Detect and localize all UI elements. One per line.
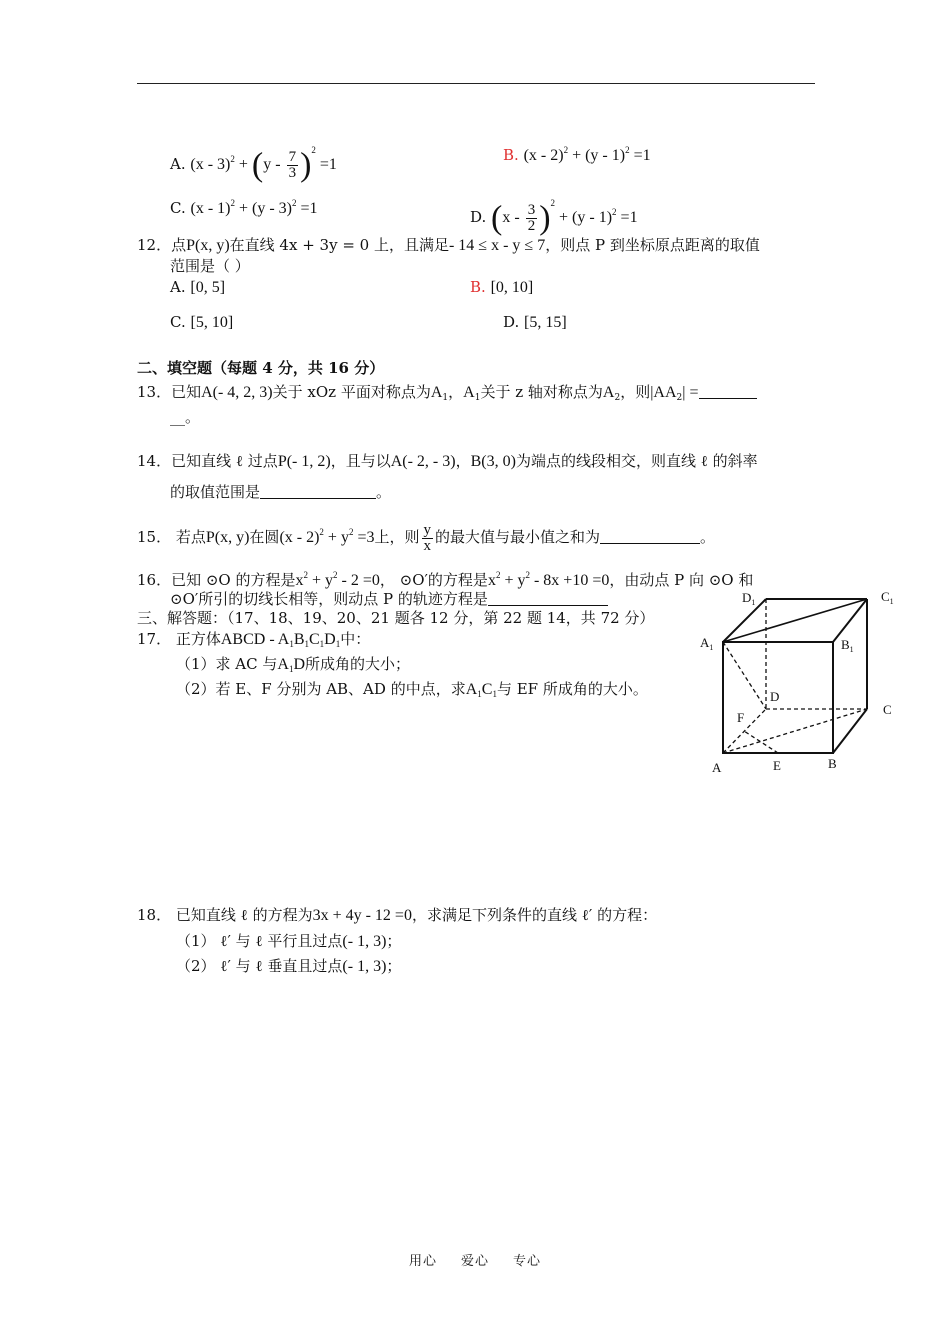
cube-figure [690,582,915,782]
label-f: F [737,710,745,725]
label-a: A [712,760,722,775]
option-label: A. [170,155,186,173]
label-a1: $A_1$ [700,635,714,652]
answer-blank[interactable] [260,484,376,499]
page-footer: 用心 爱心 专心 [408,1254,542,1269]
q17-part1: （1）求 AC 与$A_1D$所成角的大小； [176,655,411,674]
q12-option-b: B. [0, 10] [470,278,534,296]
q14-stem: 14．已知直线 ℓ 过点P(- 1, 2)，且与以A(- 2, - 3)，B(3, 0)为端点的线段相交，则直线 ℓ 的斜率 [137,452,758,470]
q11-option-a: A. (x - 3)$^2$ + (y - $\frac{7}{3}$ )$^2$ =1 [170,145,337,184]
q17-part2: （2）若 E、F 分别为 AB、AD 的中点，求$A_1C_1$与 EF 所成角的大小。 [176,680,648,699]
q12-option-c: C. [5, 10] [170,313,234,331]
q11-option-b: B. (x - 2)$^2$ + (y - 1)$^2$ =1 [503,145,651,164]
q12-option-d: D. [5, 15] [503,313,567,331]
label-d: D [770,689,780,704]
q11-option-d: D. (x - $\frac{3}{2}$ )$^2$ + (y - 1)$^2$ =1 [470,198,638,237]
q18-part1: （1） ℓ′ 与 ℓ 平行且过点(- 1, 3)； [176,932,402,950]
answer-blank[interactable] [600,529,700,544]
answer-blank[interactable] [699,384,757,399]
label-b: B [828,756,837,771]
math-text: (x - 3) [190,156,231,173]
fraction: $\frac{7}{3}$ [288,148,297,181]
option-label: C. [170,199,186,217]
fraction: $\frac{y}{x}$ [423,521,431,554]
q13-stem-line2: __。 [170,408,201,426]
q12-option-a: A. [0, 5] [170,278,226,296]
q12-stem-line2: 范围是（ ） [170,257,250,275]
edge-b1-c1 [833,599,867,642]
label-c: C [883,702,892,717]
answer-blank[interactable] [488,591,608,606]
hidden-segment-a1-d [723,642,766,709]
section-2-title: 二、填空题（每题 4 分，共 16 分） [137,359,385,377]
q12-stem: 12．点P(x, y)在直线 4x + 3y = 0 上，且满足- 14 ≤ x - y ≤ 7，则点 P 到坐标原点距离的取值 [137,236,760,254]
hidden-segment-e-f [744,731,778,753]
label-c1: $C_1$ [881,589,894,606]
q16-stem-line2: ⊙O′所引的切线长相等，则动点 P 的轨迹方程是 [170,589,608,609]
header-rule [137,83,815,84]
edge-b-c [833,709,867,753]
q16-stem: 16．已知 ⊙O 的方程是$x^2 + y^2 - 2 =0$， ⊙O′的方程是$x^2 + y^2 - 8x +10 =0$，由动点 P 向 ⊙O 和 [137,570,754,589]
q18-part2: （2） ℓ′ 与 ℓ 垂直且过点(- 1, 3)； [176,957,402,975]
label-b1: $B_1$ [841,637,854,654]
q17-stem: 17． 正方体ABCD - $A_1B_1C_1D_1$中： [137,630,371,649]
label-d1: $D_1$ [742,590,756,607]
q14-stem-line2: 的取值范围是 。 [170,483,392,501]
fraction: $\frac{3}{2}$ [527,201,536,234]
section-3-title: 三、解答题：（17、18、19、20、21 题各 12 分，第 22 题 14，共 72 分） [137,609,655,627]
label-e: E [773,758,781,773]
q13-stem: 13．已知A(- 4, 2, 3)关于 xOz 平面对称点为$A_1$，$A_1$关于 z 轴对称点为$A_2$，则$|AA_2|$ = [137,382,757,408]
option-label: D. [470,208,487,226]
option-label: B. [503,146,519,164]
q18-stem: 18． 已知直线 ℓ 的方程为3x + 4y - 12 =0，求满足下列条件的直线 ℓ′ 的方程： [137,906,658,924]
q11-option-c: C. (x - 1)$^2$ + (y - 3)$^2$ =1 [170,198,318,217]
q15-stem: 15． 若点P(x, y)在圆$(x - 2)^2 + y^2 =3$上，则 $\frac{y}{x}$ 的最大值与最小值之和为 。 [137,521,716,554]
